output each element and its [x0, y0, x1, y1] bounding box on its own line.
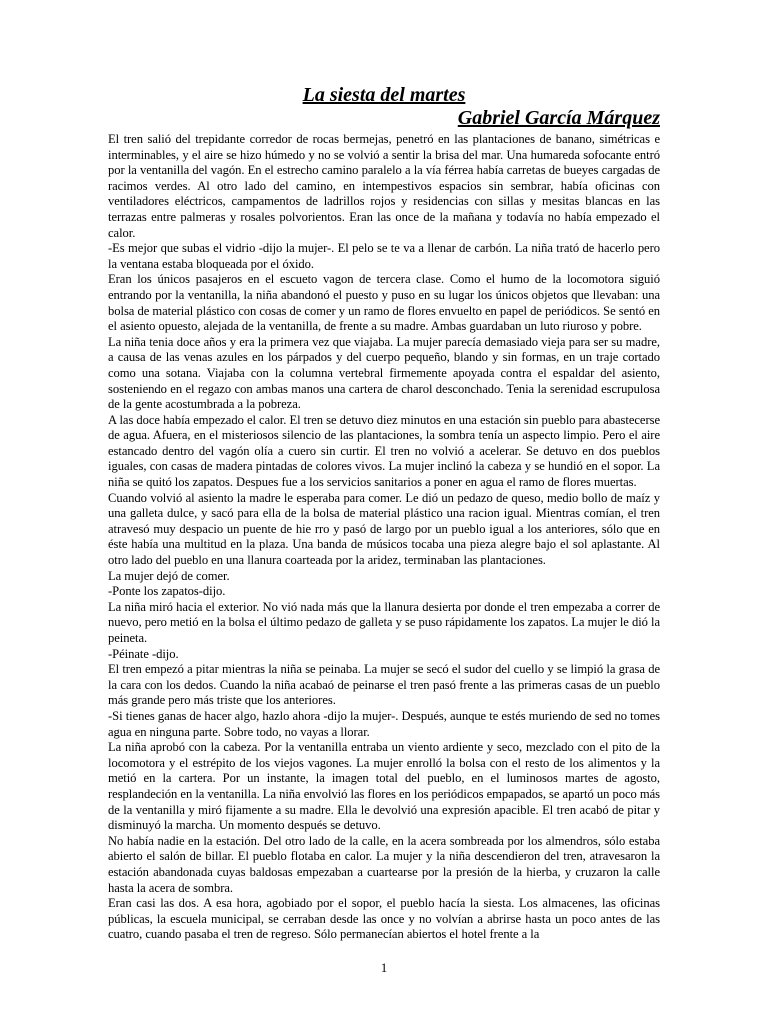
paragraph: -Ponte los zapatos-dijo.	[108, 584, 226, 599]
paragraph: La niña miró hacia el exterior. No vió nada más que la llanura desierta por donde el tren empezaba a correr de nuevo, pero metió en la bolsa el último pedazo de galleta y se puso rápidamente los zapatos. La mujer le dió la peineta.	[108, 599, 660, 645]
paragraph: Eran los únicos pasajeros en el escueto vagon de tercera clase. Como el humo de la locomotora siguió entrando por la ventanilla, la niña abandonó el puesto y puso en su lugar los únicos objetos que llevaban: una bolsa de material plástico con cosas de comer y un ramo de flores envuelto en papel de periódicos. Se sentó en el asiento opuesto, alejada de la ventanilla, de frente a su madre. Ambas guardaban un luto riuroso y pobre.	[108, 272, 660, 334]
document-page	[108, 84, 660, 943]
paragraph: La niña tenia doce años y era la primera vez que viajaba. La mujer parecía demasiado vieja para ser su madre, a causa de las venas azules en los párpados y del cuerpo pequeño, blando y sin formas, en un traje cortado como una sotana. Viajaba con la columna vertebral firmemente apoyada contra el espaldar del asiento, sosteniendo en el regazo con ambas manos una cartera de charol desconchado. Tenia la serenidad escrupulosa de la gente acostumbrada a la pobreza.	[108, 334, 660, 412]
paragraph: -Péinate -dijo.	[108, 646, 179, 661]
paragraph: No había nadie en la estación. Del otro lado de la calle, en la acera sombreada por los almendros, sólo estaba abierto el salón de billar. El pueblo flotaba en calor. La mujer y la niña descendieron del tren, atravesaron la estación abandonada cuyas baldosas empezaban a cuartearse por la presión de la hierba, y cruzaron la calle hasta la acera de sombra.	[108, 833, 660, 895]
paragraph: -Es mejor que subas el vidrio -dijo la mujer-. El pelo se te va a llenar de carbón. La niña trató de hacerlo pero la ventana estaba bloqueada por el óxido.	[108, 241, 660, 271]
paragraph: La mujer dejó de comer.	[108, 568, 230, 583]
paragraph: -Si tienes ganas de hacer algo, hazlo ahora -dijo la mujer-. Después, aunque te estés muriendo de sed no tomes agua en ninguna parte. Sobre todo, no vayas a llorar.	[108, 708, 660, 739]
story-author: Gabriel García Márquez	[457, 107, 660, 129]
paragraph: Eran casi las dos. A esa hora, agobiado por el sopor, el pueblo hacía la siesta. Los almacenes, las oficinas públicas, la escuela municipal, se cerraban desde las once y no volvían a abrirse hasta un poco antes de las cuatro, cuando pasaba el tren de regreso. Sólo permanecían abiertos el hotel frente a la	[108, 896, 660, 942]
paragraph: La niña aprobó con la cabeza. Por la ventanilla entraba un viento ardiente y seco, mezclado con el pito de la locomotora y el estrépito de los viejos vagones. La mujer enrolló la bolsa con el resto de los alimentos y la metió en la cartera. Por un instante, la imagen total del pueblo, en el luminosos martes de agosto, resplandeción en la ventanilla. La niña envolvió las flores en los periódicos empapados, se apartó un poco más de la ventanilla y miró fijamente a su madre. Ella le devolvió una expresión apacible. El tren acabó de pitar y disminuyó la marcha. Un momento después se detuvo.	[108, 740, 660, 833]
paragraph: A las doce había empezado el calor. El tren se detuvo diez minutos en una estación sin pueblo para abastecerse de agua. Afuera, en el misteriosos silencio de las plantaciones, la sombra tenía un aspecto limpio. Pero el aire estancado dentro del vagón olía a cuero sin curtir. El tren no volvió a acelerar. Se detuvo en dos pueblos iguales, con casas de madera pintadas de colores vivos. La mujer inclinó la cabeza y se hundió en el sopor. La niña se quitó los zapatos. Despues fue a los servicios sanitarios a poner en agua el ramo de flores muertas.	[108, 412, 660, 490]
paragraph: El tren empezó a pitar mientras la niña se peinaba. La mujer se secó el sudor del cuello y se limpió la grasa de la cara con los dedos. Cuando la niña acabaó de peinarse el tren pasó frente a las primeras casas de un pueblo más grande pero más triste que los anteriores.	[108, 662, 660, 708]
page-number: 1	[380, 961, 388, 975]
paragraph: El tren salió del trepidante corredor de rocas bermejas, penetró en las plantaciones de banano, simétricas e interminables, y el aire se hizo húmedo y no se volvió a sentir la brisa del mar. Una humareda sofocante entró por la ventanilla del vagón. En el estrecho camino paralelo a la vía férrea había carretas de bueyes cargadas de racimos verdes. Al otro lado del camino, en intempestivos espacios sin sembrar, había oficinas con ventiladores eléctricos, campamentos de ladrillos rojos y residencias con sillas y mesitas blancas en las terrazas entre palmeras y rosales polvorientos. Eran las once de la mañana y todavía no había empezado el calor.	[108, 132, 660, 240]
paragraph: Cuando volvió al asiento la madre le esperaba para comer. Le dió un pedazo de queso, medio bollo de maíz y una galleta dulce, y sacó para ella de la bolsa de material plástico una racion igual. Mientras comían, el tren atravesó muy despacio un puente de hie rro y pasó de largo por un pueblo igual a los anteriores, sólo que en éste había una multitud en la plaza. Una banda de músicos tocaba una pieza alegre bajo el sol aplastante. Al otro lado del pueblo en una llanura coarteada por la aridez, terminaban las plantaciones.	[108, 490, 660, 568]
story-body	[108, 132, 660, 943]
story-title: La siesta del martes	[302, 84, 466, 106]
